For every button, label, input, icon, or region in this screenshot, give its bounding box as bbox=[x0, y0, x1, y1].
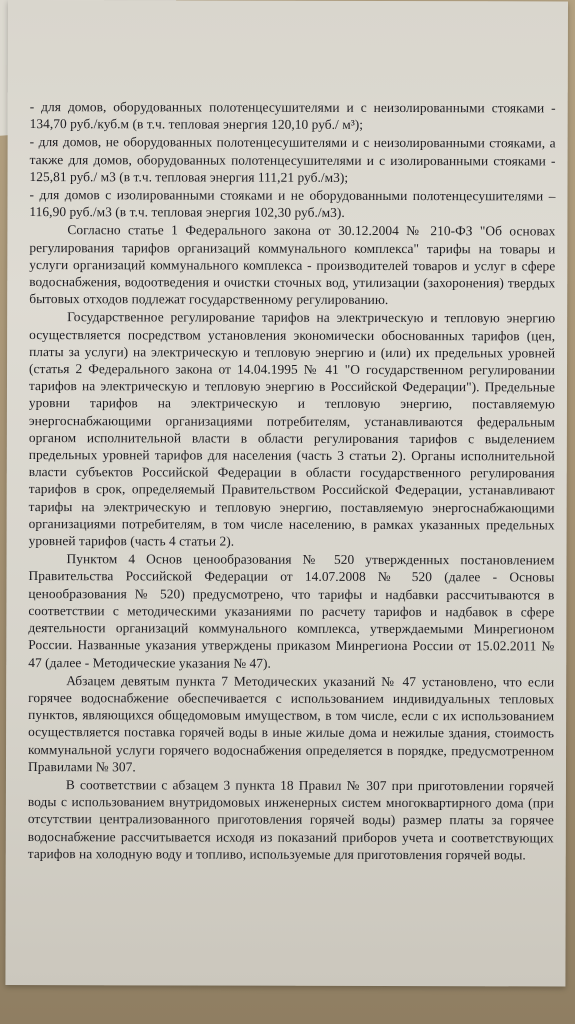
paragraph-guidelines-47: Абзацем девятым пункта 7 Методических указаний № 47 установлено, что если горячее водоснабжение обеспечивается с использованием индивидуальных тепловых пунктов, являющихся общедомовым имуществом, в том числе, если с их использованием осуществляется поставка горячей воды в иные жилые дома и нежилые здания, стоимость коммунальной услуги горячего водоснабжения определяется в порядке, предусмотренном Правилами № 307. bbox=[27, 672, 555, 775]
paragraph-federal-law-210: Согласно статье 1 Федерального закона от 30.12.2004 № 210-ФЗ "Об основах регулирования тарифов организаций коммунального комплекса" тарифы на товары и услуги организаций коммунального комплекса - производителей товаров и услуг в сфере водоснабжения, водоотведения и очистки сточных вод, утилизации (захоронения) твердых бытовых отходов подлежат государственному регулированию. bbox=[29, 222, 556, 308]
document-page bbox=[5, 0, 568, 986]
paragraph-rules-307: В соответствии с абзацем 3 пункта 18 Правил № 307 при приготовлении горячей воды с использованием внутридомовых инженерных систем многоквартирного дома (при отсутствии централизованного приготовления горячей воды) размер платы за горячее водоснабжение рассчитывается исходя из показаний приборов учета и соответствующих тарифов на холодную воду и топливо, используемые для приготовления горячей воды. bbox=[27, 777, 554, 863]
list-item-heated-rails-uninsulated: - для домов, оборудованных полотенцесушителями и с неизолированными стояками - 134,70 руб./куб.м (в т.ч. тепловая энергия 120,10 руб./ м³); bbox=[29, 99, 556, 133]
list-item-mixed-configuration: - для домов, не оборудованных полотенцесушителями и с неизолированными стояками, а также для домов, оборудованных полотенцесушителями и с изолированными стояками - 125,81 руб./ м3 (в т.ч. тепловая энергия 111,21 руб./м3); bbox=[29, 134, 556, 185]
list-item-insulated-no-rails: - для домов с изолированными стояками и не оборудованными полотенцесушителями – 116,90 руб./м3 (в т.ч. тепловая энергия 102,30 руб./м3). bbox=[29, 187, 556, 221]
paragraph-pricing-basics-520: Пунктом 4 Основ ценообразования № 520 утвержденных постановлением Правительства Российской Федерации от 14.07.2008 № 520 (далее - Основы ценообразования № 520) предусмотрено, что тарифы и надбавки рассчитываются в соответствии с методическими указаниями по расчету тарифов и надбавок в сфере деятельности организаций коммунального комплекса, утверждаемыми Минрегионом России. Названные указания утверждены приказом Минрегиона России от 15.02.2011 № 47 (далее - Методические указания № 47). bbox=[28, 551, 555, 671]
paragraph-state-regulation: Государственное регулирование тарифов на электрическую и тепловую энергию осуществляется посредством установления экономически обоснованных тарифов (цен, платы за услуги) на электрическую и тепловую энергию и (или) их предельных уровней (статья 2 Федерального закона от 14.04.1995 № 41 "О государственном регулировании тарифов на электрическую и тепловую энергию в Российской Федерации"). Предельные уровни тарифов на электрическую и тепловую энергию, поставляемую энергоснабжающими организациями потребителям, устанавливаются федеральным органом исполнительной власти в области регулирования тарифов с выделением предельных уровней тарифов для населения (часть 3 статьи 2). Органы исполнительной власти субъектов Российской Федерации в области государственного регулирования тарифов в срок, определяемый Правительством Российской Федерации, устанавливают тарифы на электрическую и тепловую энергию, поставляемую энергоснабжающими организациями потребителям, в том числе населению, в рамках указанных предельных уровней тарифов (часть 4 статьи 2). bbox=[28, 309, 556, 549]
document-body bbox=[28, 98, 556, 864]
